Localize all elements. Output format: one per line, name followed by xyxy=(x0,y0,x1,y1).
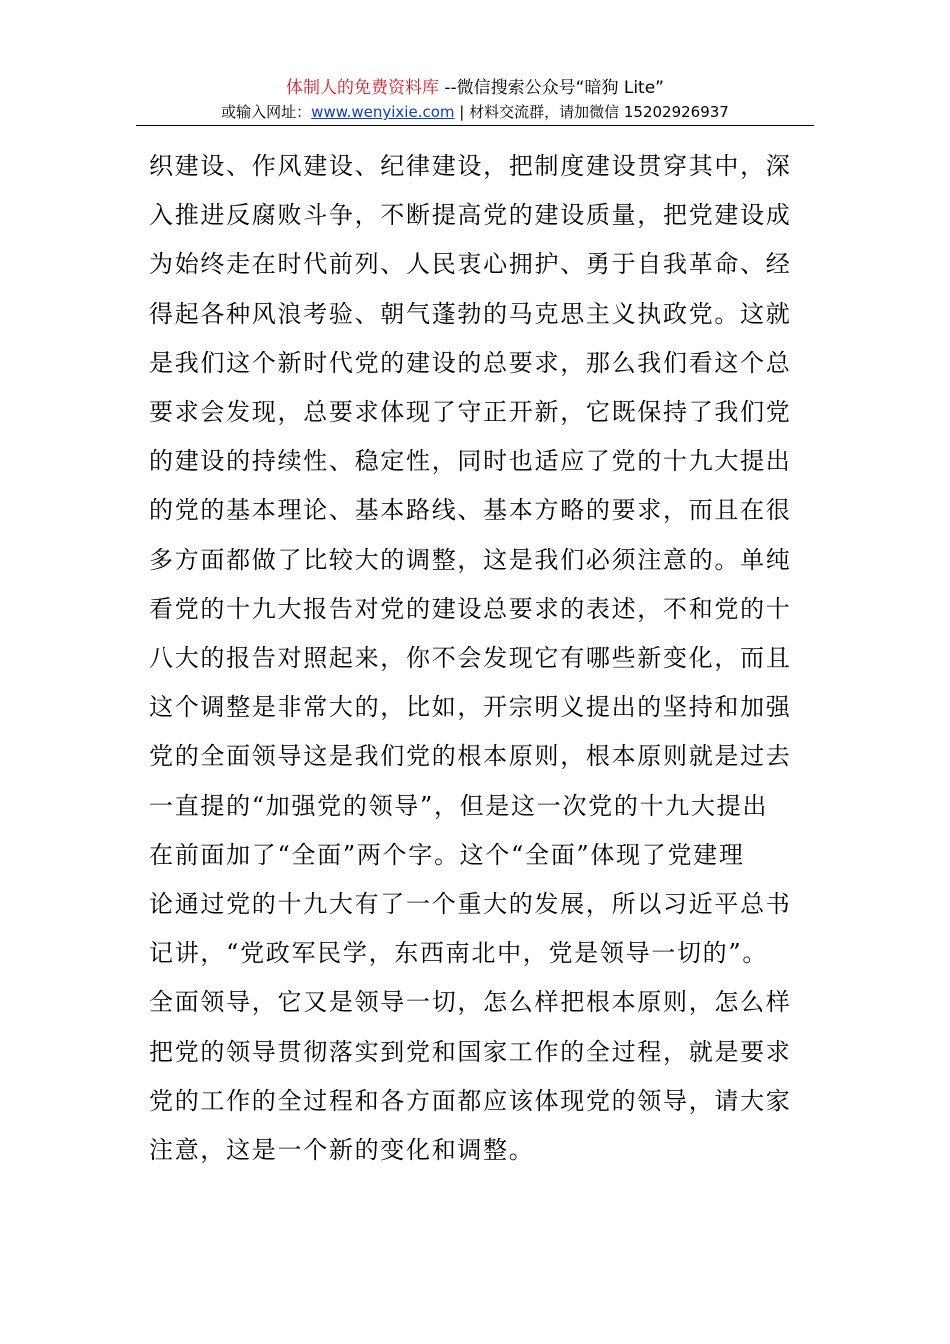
body-line: 的建设的持续性、稳定性，同时也适应了党的十九大提出 xyxy=(149,447,792,476)
body-line: 一直提的“加强党的领导”，但是这一次党的十九大提出 xyxy=(149,791,769,820)
body-line: 要求会发现，总要求体现了守正开新，它既保持了我们党 xyxy=(149,398,792,427)
header-wechat-text: --微信搜索公众号“暗狗 Lite” xyxy=(438,78,664,98)
body-line: 记讲，“党政军民学，东西南北中，党是领导一切的”。 xyxy=(149,939,769,968)
body-line: 的党的基本理论、基本路线、基本方略的要求，而且在很 xyxy=(149,496,792,525)
header-url-prefix: 或输入网址： xyxy=(221,103,312,121)
body-line: 论通过党的十九大有了一个重大的发展，所以习近平总书 xyxy=(149,890,792,919)
body-line: 把党的领导贯彻落实到党和国家工作的全过程，就是要求 xyxy=(149,1037,792,1066)
body-paragraph xyxy=(149,142,792,1175)
body-line: 为始终走在时代前列、人民衷心拥护、勇于自我革命、经 xyxy=(149,250,792,279)
body-line: 党的工作的全过程和各方面都应该体现党的领导，请大家 xyxy=(149,1086,792,1115)
body-line: 这个调整是非常大的，比如，开宗明义提出的坚持和加强 xyxy=(149,693,792,722)
header-divider xyxy=(136,125,814,126)
header-line-2 xyxy=(0,100,950,124)
header-line-1 xyxy=(0,76,950,100)
body-line: 织建设、作风建设、纪律建设，把制度建设贯穿其中，深 xyxy=(149,152,792,180)
header-title: 体制人的免费资料库 xyxy=(285,78,439,98)
body-line: 入推进反腐败斗争，不断提高党的建设质量，把党建设成 xyxy=(149,201,792,230)
header-separator: | xyxy=(454,103,470,121)
body-line: 是我们这个新时代党的建设的总要求，那么我们看这个总 xyxy=(149,348,792,377)
body-line: 注意，这是一个新的变化和调整。 xyxy=(149,1136,535,1165)
body-line: 党的全面领导这是我们党的根本原则，根本原则就是过去 xyxy=(149,742,792,771)
body-line: 看党的十九大报告对党的建设总要求的表述，不和党的十 xyxy=(149,594,792,623)
page-header xyxy=(0,76,950,124)
body-line: 多方面都做了比较大的调整，这是我们必须注意的。单纯 xyxy=(149,545,792,574)
website-link[interactable]: www.wenyixie.com xyxy=(311,103,455,121)
body-line: 八大的报告对照起来，你不会发现它有哪些新变化，而且 xyxy=(149,644,792,673)
body-line: 在前面加了“全面”两个字。这个“全面”体现了党建理 xyxy=(149,840,745,869)
body-line: 全面领导，它又是领导一切，怎么样把根本原则，怎么样 xyxy=(149,988,792,1017)
header-group-text: 材料交流群，请加微信 15202926937 xyxy=(469,103,729,121)
body-line: 得起各种风浪考验、朝气蓬勃的马克思主义执政党。这就 xyxy=(149,299,792,328)
